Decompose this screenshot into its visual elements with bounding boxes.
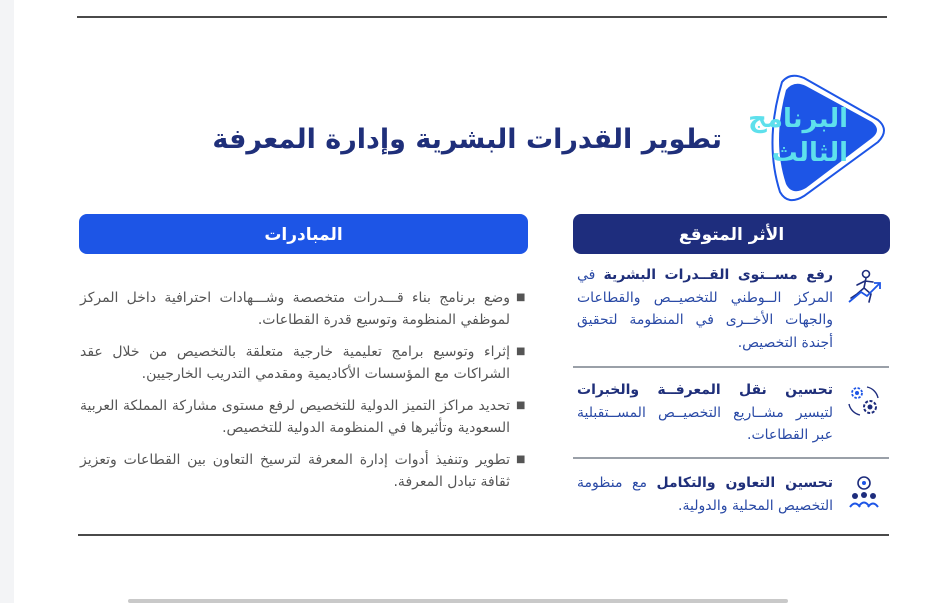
impact-item	[573, 470, 889, 520]
impact-separator	[573, 366, 889, 368]
initiative-item: إثراء وتوسيع برامج تعليمية خارجية متعلقة بالتخصيص من خلال عقد الشراكات مع المؤسسات الأكاديمية ومقدمي التدريب الخارجيين.	[80, 344, 510, 382]
badge-line-2: الثالث	[771, 138, 848, 168]
impact-rest: مع منظومة التخصيص المحلية والدولية.	[577, 475, 833, 514]
initiative-item: وضع برنامج بناء قـــدرات متخصصة وشـــهادات احترافية داخل المركز لموظفي المنظومة وتوسيع قدرة القطاعات.	[80, 290, 510, 328]
page-title: تطوير القدرات البشرية وإدارة المعرفة	[212, 124, 722, 155]
person-growth-icon	[845, 268, 883, 306]
bullet-icon: ■	[516, 346, 526, 357]
impact-item	[573, 262, 889, 368]
impact-item	[573, 377, 889, 459]
impact-separator	[573, 457, 889, 459]
impact-text	[577, 379, 833, 447]
impact-bold: تحسين نقل المعرفــة والخبرات	[577, 382, 833, 398]
initiative-item: تطوير وتنفيذ أدوات إدارة المعرفة لترسيخ التعاون بين القطاعات وتعزيز ثقافة تبادل المعرفة.	[80, 452, 510, 490]
program-badge	[748, 72, 892, 204]
bullet-icon: ■	[516, 400, 526, 411]
page-shadow	[128, 599, 788, 603]
impact-rest: لتيسير مشــاريع التخصيــص المســتقبلية عبر القطاعات.	[577, 404, 833, 443]
gears-cycle-icon	[845, 382, 883, 420]
bottom-divider	[78, 534, 889, 536]
impact-text	[577, 472, 833, 517]
badge-label	[748, 102, 848, 170]
bullet-icon: ■	[516, 454, 526, 465]
impact-rest: في المركز الــوطني للتخصيــص والقطاعات والجهات الأخــرى في المنظومة لتحقيق أجندة التخصيص.	[577, 267, 833, 351]
impact-header: الأثر المتوقع	[573, 214, 890, 254]
initiatives-header: المبادرات	[79, 214, 528, 254]
top-divider	[77, 16, 887, 18]
impact-text	[577, 264, 833, 354]
impact-bold: رفع مســتوى القــدرات البشرية	[603, 267, 833, 283]
team-network-icon	[845, 474, 883, 512]
impact-bold: تحسين التعاون والتكامل	[656, 475, 833, 491]
initiative-item: تحديد مراكز التميز الدولية للتخصيص لرفع مستوى مشاركة المملكة العربية السعودية وتأثيرها في المنظومة الدولية للتخصيص.	[80, 398, 510, 436]
bullet-icon: ■	[516, 292, 526, 303]
badge-line-1: البرنامج	[748, 104, 848, 134]
